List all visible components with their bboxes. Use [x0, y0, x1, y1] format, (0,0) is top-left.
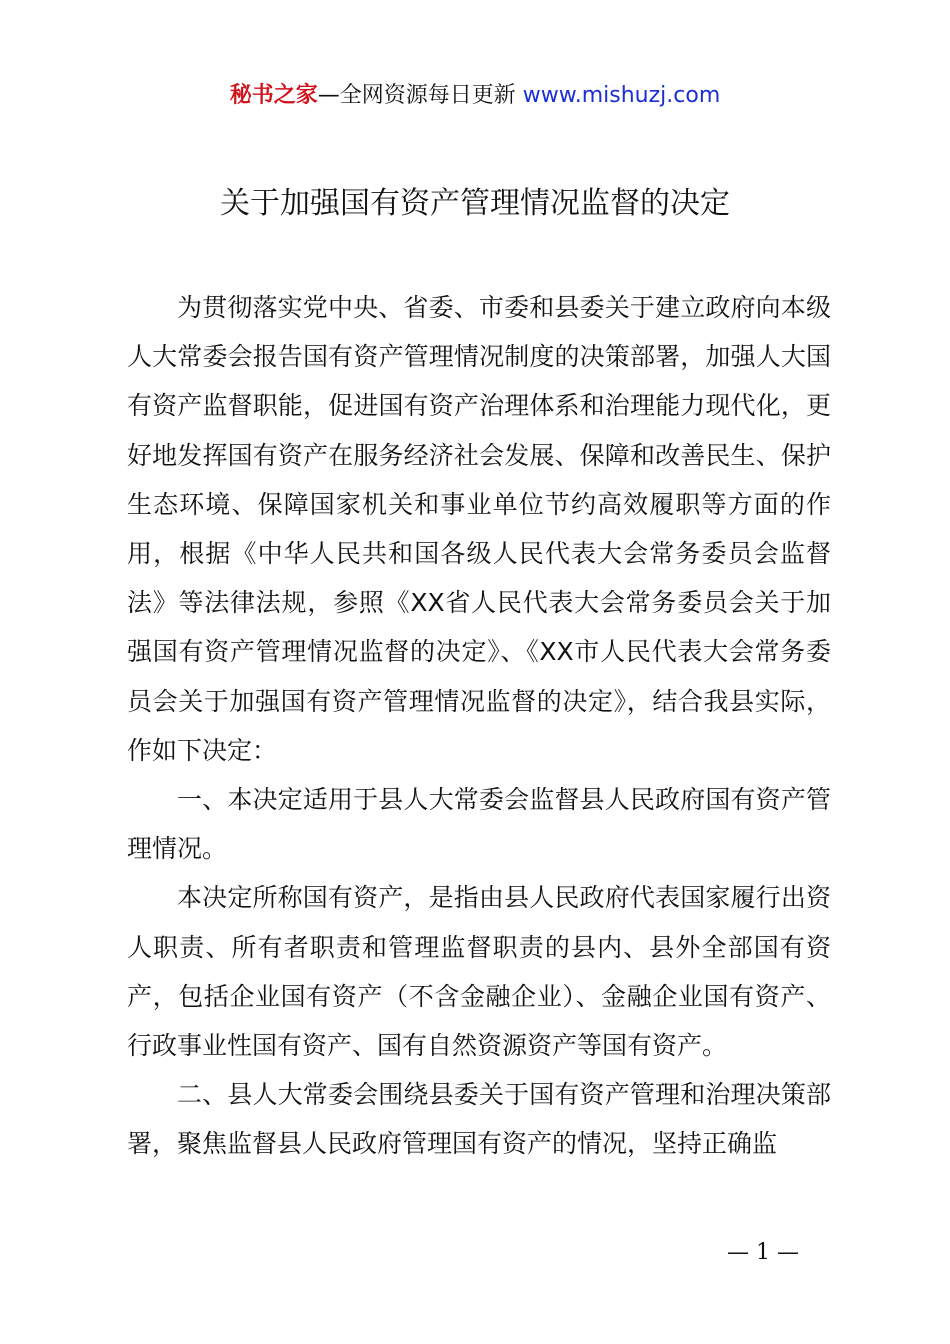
- brand-name: 秘书之家: [229, 83, 318, 108]
- paragraph-definition: 本决定所称国有资产，是指由县人民政府代表国家履行出资人职责、所有者职责和管理监督职责的县内、县外全部国有资产，包括企业国有资产（不含金融企业）、金融企业国有资产、行政事业性国有资产、国有自然资源资产等国有资产。: [127, 883, 831, 1061]
- site-url-link[interactable]: www.mishuzj.com: [522, 83, 721, 108]
- paragraph-article-1: 一、本决定适用于县人大常委会监督县人民政府国有资产管理情况。: [127, 785, 831, 864]
- paragraph-preamble: 为贯彻落实党中央、省委、市委和县委关于建立政府向本级人大常委会报告国有资产管理情况制度的决策部署，加强人大国有资产监督职能，促进国有资产治理体系和治理能力现代化，更好地发挥国有资产在服务经济社会发展、保障和改善民生、保护生态环境、保障国家机关和事业单位节约高效履职等方面的作用，根据《中华人民共和国各级人民代表大会常务委员会监督法》等法律法规，参照《XX省人民代表大会常务委员会关于加强国有资产管理情况监督的决定》、《XX市人民代表大会常务委员会关于加强国有资产管理情况监督的决定》，结合我县实际，作如下决定：: [127, 293, 831, 765]
- document-title: 关于加强国有资产管理情况监督的决定: [220, 186, 730, 221]
- page-number: — 1 —: [727, 1240, 799, 1265]
- document-body: [127, 283, 831, 1169]
- paragraph-article-2: 二、县人大常委会围绕县委关于国有资产管理和治理决策部署，聚焦监督县人民政府管理国有资产的情况，坚持正确监: [127, 1080, 831, 1159]
- header-tagline: —全网资源每日更新: [317, 83, 523, 108]
- site-header: [0, 80, 950, 112]
